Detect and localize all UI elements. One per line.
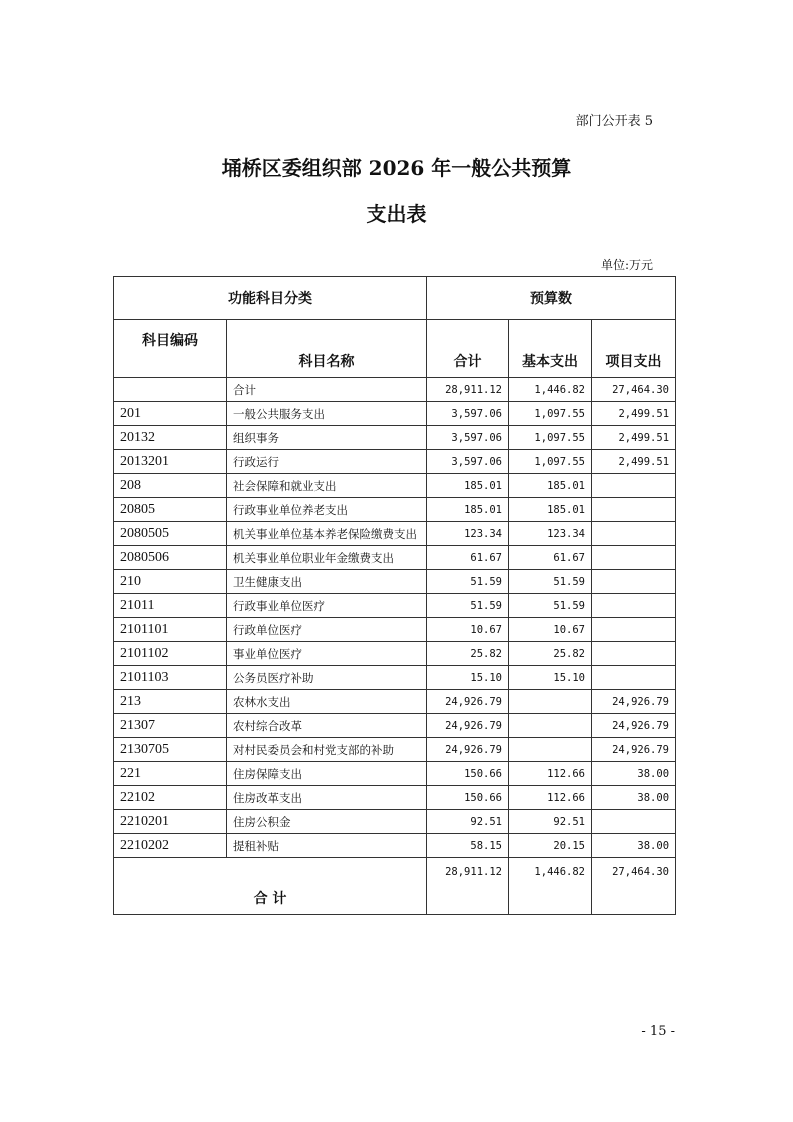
cell-total: 61.67 [427, 546, 509, 570]
cell-basic [509, 690, 592, 714]
cell-name: 机关事业单位职业年金缴费支出 [227, 546, 427, 570]
table-row [114, 450, 676, 474]
cell-project: 2,499.51 [592, 450, 676, 474]
header-name: 科目名称 [227, 320, 427, 378]
table-row [114, 738, 676, 762]
cell-code: 20805 [114, 498, 227, 522]
cell-code: 2210202 [114, 834, 227, 858]
header-classification: 功能科目分类 [114, 277, 427, 320]
cell-basic: 92.51 [509, 810, 592, 834]
cell-code: 2080505 [114, 522, 227, 546]
unit-label: 单位:万元 [600, 258, 653, 272]
cell-name: 行政事业单位养老支出 [227, 498, 427, 522]
cell-project [592, 546, 676, 570]
table-row [114, 522, 676, 546]
table-row [114, 714, 676, 738]
table-body [114, 378, 676, 858]
cell-code [114, 378, 227, 402]
cell-basic: 20.15 [509, 834, 592, 858]
cell-name: 住房公积金 [227, 810, 427, 834]
cell-name: 住房改革支出 [227, 786, 427, 810]
cell-total: 150.66 [427, 786, 509, 810]
cell-total: 3,597.06 [427, 450, 509, 474]
cell-basic: 123.34 [509, 522, 592, 546]
table-row [114, 666, 676, 690]
header-budget: 预算数 [427, 277, 676, 320]
table-row [114, 546, 676, 570]
cell-basic: 112.66 [509, 762, 592, 786]
cell-code: 2210201 [114, 810, 227, 834]
grand-total-label: 合 计 [114, 858, 427, 915]
table-row [114, 498, 676, 522]
cell-code: 2130705 [114, 738, 227, 762]
cell-total: 24,926.79 [427, 690, 509, 714]
cell-basic: 112.66 [509, 786, 592, 810]
cell-code: 201 [114, 402, 227, 426]
cell-name: 事业单位医疗 [227, 642, 427, 666]
cell-name: 对村民委员会和村党支部的补助 [227, 738, 427, 762]
cell-code: 2080506 [114, 546, 227, 570]
cell-total: 28,911.12 [427, 378, 509, 402]
cell-project: 38.00 [592, 834, 676, 858]
cell-total: 150.66 [427, 762, 509, 786]
cell-code: 208 [114, 474, 227, 498]
cell-code: 22102 [114, 786, 227, 810]
cell-project [592, 570, 676, 594]
cell-name: 行政事业单位医疗 [227, 594, 427, 618]
cell-project: 38.00 [592, 786, 676, 810]
cell-code: 21307 [114, 714, 227, 738]
cell-code: 2013201 [114, 450, 227, 474]
cell-name: 一般公共服务支出 [227, 402, 427, 426]
grand-total-total: 28,911.12 [427, 858, 509, 915]
document-subtitle: 支出表 [366, 202, 427, 226]
cell-total: 3,597.06 [427, 426, 509, 450]
table-row [114, 474, 676, 498]
document-title: 埇桥区委组织部 2026 年一般公共预算 [221, 156, 572, 180]
cell-project: 27,464.30 [592, 378, 676, 402]
cell-project: 2,499.51 [592, 426, 676, 450]
cell-project [592, 810, 676, 834]
cell-basic: 10.67 [509, 618, 592, 642]
budget-expenditure-table [113, 276, 676, 915]
cell-total: 24,926.79 [427, 738, 509, 762]
cell-code: 210 [114, 570, 227, 594]
cell-project [592, 666, 676, 690]
cell-name: 农村综合改革 [227, 714, 427, 738]
cell-basic: 15.10 [509, 666, 592, 690]
cell-basic: 1,097.55 [509, 450, 592, 474]
cell-total: 58.15 [427, 834, 509, 858]
cell-project: 38.00 [592, 762, 676, 786]
table-row [114, 762, 676, 786]
grand-total-row [114, 858, 676, 915]
cell-project [592, 498, 676, 522]
table-row [114, 402, 676, 426]
cell-code: 20132 [114, 426, 227, 450]
cell-name: 公务员医疗补助 [227, 666, 427, 690]
cell-code: 2101103 [114, 666, 227, 690]
cell-code: 21011 [114, 594, 227, 618]
table-row [114, 690, 676, 714]
table-row [114, 786, 676, 810]
cell-project: 24,926.79 [592, 738, 676, 762]
cell-total: 185.01 [427, 498, 509, 522]
table-row [114, 810, 676, 834]
cell-name: 卫生健康支出 [227, 570, 427, 594]
cell-name: 行政单位医疗 [227, 618, 427, 642]
cell-basic: 185.01 [509, 474, 592, 498]
table-row [114, 642, 676, 666]
cell-name: 机关事业单位基本养老保险缴费支出 [227, 522, 427, 546]
cell-name: 合计 [227, 378, 427, 402]
cell-total: 185.01 [427, 474, 509, 498]
header-project: 项目支出 [592, 320, 676, 378]
table-row [114, 594, 676, 618]
table-row [114, 378, 676, 402]
cell-name: 住房保障支出 [227, 762, 427, 786]
cell-total: 15.10 [427, 666, 509, 690]
table-row [114, 834, 676, 858]
cell-basic [509, 738, 592, 762]
cell-total: 92.51 [427, 810, 509, 834]
cell-project: 24,926.79 [592, 690, 676, 714]
cell-total: 24,926.79 [427, 714, 509, 738]
table-row [114, 426, 676, 450]
cell-total: 25.82 [427, 642, 509, 666]
cell-basic: 185.01 [509, 498, 592, 522]
cell-code: 2101102 [114, 642, 227, 666]
cell-name: 行政运行 [227, 450, 427, 474]
cell-project [592, 618, 676, 642]
header-code: 科目编码 [114, 320, 227, 378]
table-row [114, 618, 676, 642]
cell-basic: 1,446.82 [509, 378, 592, 402]
cell-total: 10.67 [427, 618, 509, 642]
header-basic: 基本支出 [509, 320, 592, 378]
cell-basic: 1,097.55 [509, 402, 592, 426]
table-row [114, 570, 676, 594]
cell-basic: 51.59 [509, 594, 592, 618]
cell-code: 213 [114, 690, 227, 714]
grand-total-project: 27,464.30 [592, 858, 676, 915]
form-number: 部门公开表 5 [575, 114, 653, 129]
cell-basic: 25.82 [509, 642, 592, 666]
cell-name: 提租补贴 [227, 834, 427, 858]
cell-name: 社会保障和就业支出 [227, 474, 427, 498]
cell-basic: 51.59 [509, 570, 592, 594]
grand-total-basic: 1,446.82 [509, 858, 592, 915]
cell-project [592, 594, 676, 618]
cell-project [592, 522, 676, 546]
cell-project: 24,926.79 [592, 714, 676, 738]
cell-project: 2,499.51 [592, 402, 676, 426]
cell-total: 51.59 [427, 594, 509, 618]
page-number: - 15 - [641, 1024, 675, 1039]
cell-project [592, 474, 676, 498]
cell-total: 3,597.06 [427, 402, 509, 426]
cell-basic: 61.67 [509, 546, 592, 570]
cell-basic: 1,097.55 [509, 426, 592, 450]
cell-total: 123.34 [427, 522, 509, 546]
header-total: 合计 [427, 320, 509, 378]
cell-code: 2101101 [114, 618, 227, 642]
cell-code: 221 [114, 762, 227, 786]
cell-basic [509, 714, 592, 738]
cell-name: 农林水支出 [227, 690, 427, 714]
cell-name: 组织事务 [227, 426, 427, 450]
cell-total: 51.59 [427, 570, 509, 594]
cell-project [592, 642, 676, 666]
